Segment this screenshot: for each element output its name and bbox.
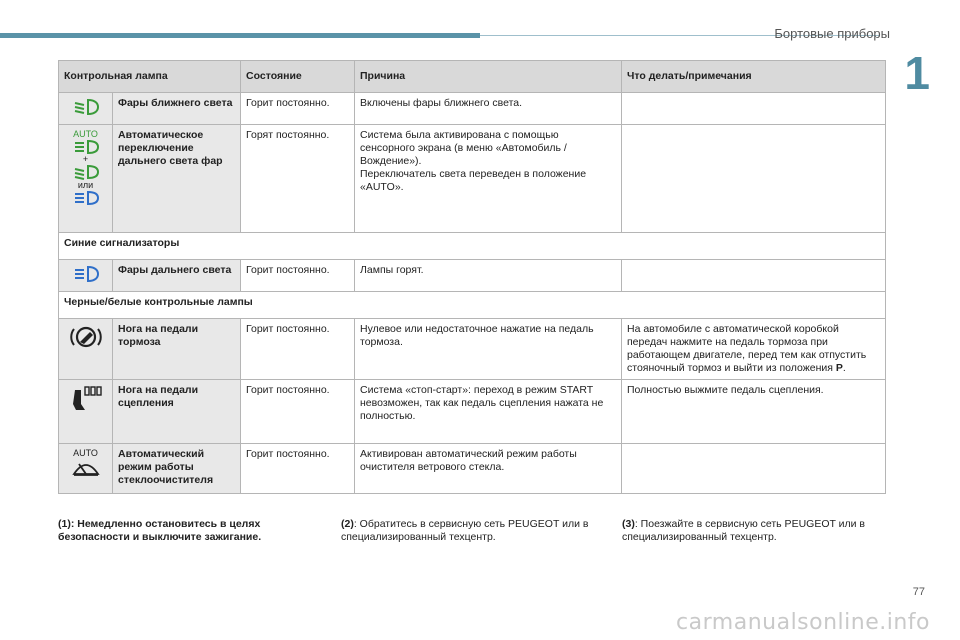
watermark: carmanualsonline.info [676,610,930,635]
auto-label: AUTO [73,129,98,139]
lamp-action [622,93,886,125]
lamp-cause: Активирован автоматический режим работы очистителя ветрового стекла. [355,444,622,494]
footnote-2 [341,518,606,544]
lamp-action [622,260,886,292]
warning-lamps-table [58,60,886,494]
column-header-lamp: Контрольная лампа [59,61,241,93]
or-label: или [77,180,94,190]
column-header-cause: Причина [355,61,622,93]
section-row-bw [59,292,886,319]
lamp-state: Горит постоянно. [241,444,355,494]
section-title: Бортовые приборы [774,26,890,41]
gear-position-p: P [835,362,843,374]
table-row [59,319,886,380]
footnote-marker: (3) [622,518,635,530]
footnote-1 [58,518,323,544]
footnote-text: : Обратитесь в сервисную сеть PEUGEOT или в специализированный техцентр. [341,518,589,543]
brake-pedal-icon [69,323,103,351]
lamp-state: Горит постоянно. [241,260,355,292]
footnote-text: : Немедленно остановитесь в целях безопасности и выключите зажигание. [58,518,262,543]
footnote-text: : Поезжайте в сервисную сеть PEUGEOT или в специализированный техцентр. [622,518,865,543]
lamp-action: Полностью выжмите педаль сцепления. [622,380,886,444]
plus-label: + [82,154,89,164]
lamp-name: Автоматический режим работы стеклоочистителя [113,444,241,494]
lamp-action [622,125,886,233]
lamp-name: Нога на педали тормоза [113,319,241,380]
auto-wiper-icon [71,458,101,478]
section-heading-blue: Синие сигнализаторы [59,233,886,260]
lamp-action [622,319,886,380]
lamp-name: Автоматическое переключение дальнего света фар [113,125,241,233]
section-row-blue [59,233,886,260]
lamp-state: Горят постоянно. [241,125,355,233]
table-row [59,444,886,494]
section-heading-bw: Черные/белые контрольные лампы [59,292,886,319]
page-number: 77 [912,586,925,598]
footnote-marker: (1) [58,518,71,530]
table-row [59,93,886,125]
lamp-name: Нога на педали сцепления [113,380,241,444]
table-row [59,125,886,233]
lamp-cause: Система была активирована с помощью сенсорного экрана (в меню «Автомобиль / Вождение»). Переключатель света переведен в положение «AUTO». [355,125,622,233]
clutch-pedal-icon [68,384,104,414]
lamp-cause: Система «стоп-старт»: переход в режим START невозможен, так как педаль сцепления нажата не полностью. [355,380,622,444]
lamp-cause: Включены фары ближнего света. [355,93,622,125]
lamp-state: Горит постоянно. [241,380,355,444]
high-beam-icon [71,264,101,284]
lamp-state: Горит постоянно. [241,93,355,125]
chapter-number: 1 [904,47,930,99]
footnote-marker: (2) [341,518,354,530]
lamp-state: Горит постоянно. [241,319,355,380]
header-accent-bar [0,33,480,38]
auto-label: AUTO [73,448,98,458]
lamp-name: Фары дальнего света [113,260,241,292]
low-beam-icon [72,164,100,180]
lamp-name: Фары ближнего света [113,93,241,125]
lamp-cause: Нулевое или недостаточное нажатие на педаль тормоза. [355,319,622,380]
low-beam-icon [71,97,101,117]
footnote-3 [622,518,887,544]
table-header-row [59,61,886,93]
auto-high-beam-icon [72,139,100,155]
column-header-state: Состояние [241,61,355,93]
lamp-cause: Лампы горят. [355,260,622,292]
lamp-action [622,444,886,494]
action-text: На автомобиле с автоматической коробкой передач нажмите на педаль тормоза при работающем двигателе, перед тем как отпустить стояночный тормоз и выйти из положения [627,323,867,374]
table-row [59,380,886,444]
table-row [59,260,886,292]
high-beam-icon [72,190,100,206]
action-end: . [842,362,846,374]
column-header-action: Что делать/примечания [622,61,886,93]
